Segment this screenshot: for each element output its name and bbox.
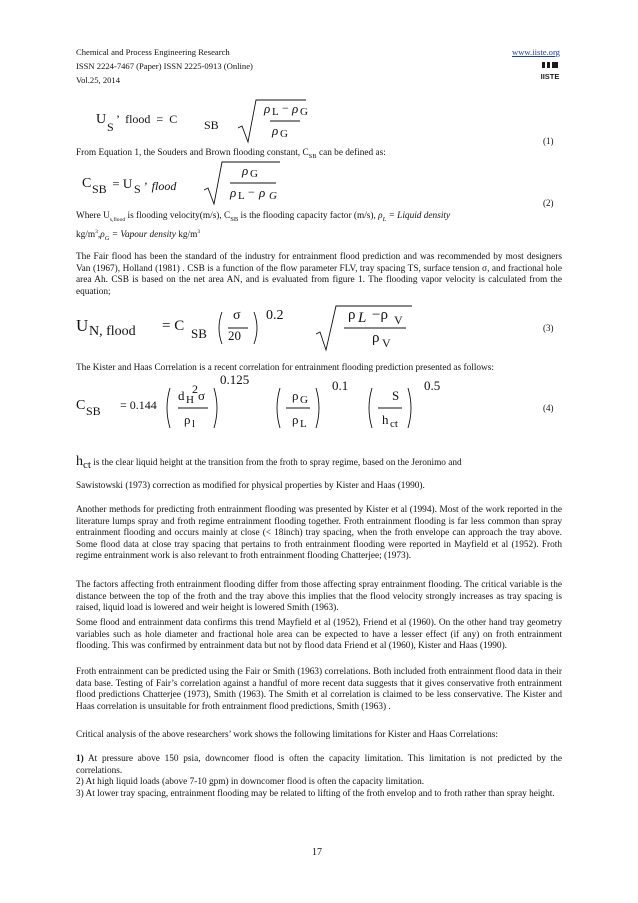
equation-4: C SB = 0.144 d H 2 σ ρ l 0.125 ρ G ρ L 0.1 S h ct 0.5 — [76, 372, 556, 434]
parentheses-group — [164, 386, 464, 430]
equation-3: U N, flood = C SB σ 20 0.2 ρ L −ρ V ρ V — [76, 304, 556, 354]
list-item: 3) At lower tray spacing, entrainment flooding may be related to lifting of the froth envelop and to froth rather than spray height. — [76, 788, 555, 799]
equation-2-intro: From Equation 1, the Souders and Brown flooding constant, $C_{SB}$ can be defined as: — [76, 148, 386, 160]
hct-definition-line2: Sawistowski (1973) correction as modified for physical properties by Kister and Haas (1990). — [76, 481, 425, 491]
logo-text: IISTE — [540, 72, 560, 81]
paragraph-factors: The factors affecting froth entrainment flooding differ from those affecting spray entrainment flooding. The critical variable is the distance between the top of the froth and the tray above this implies that the flood velocity strongly increases as tray spacing is raised, liquid load is lowered and weir height is lowered Smith (1963). — [76, 580, 562, 614]
variable-definitions: Where $U_{s,flood}$ is flooding velocity(m/s), $C_{SB}$ is the flooding capacity factor (m/s), $\rho_L$ = Liquid density $kg/m^3,\rho_G$ = Vapour density $kg/m^3$ — [76, 211, 451, 242]
equation-1: U S ’ flood = C SB ρ L − ρ G ρ G — [96, 98, 556, 150]
paragraph-flood-data: Some flood and entrainment data confirms this trend Mayfield et al (1952), Friend et al (1960). On the other hand tray geometry variables such as hole diameter and fractional hole area can be expected to have a lesser effect (if any) on froth entrainment flooding. This was confirmed by entrainment data but not by flood data Friend et al (1960), Kister and Haas (1990). — [76, 618, 562, 652]
equation-2-number: (2) — [543, 198, 554, 208]
equation-3-number: (3) — [543, 323, 554, 333]
paragraph-critical-analysis: Critical analysis of the above researchers’ work shows the following limitations for Kister and Haas Correlations: — [76, 730, 498, 740]
journal-title: Chemical and Process Engineering Research — [76, 47, 230, 57]
paragraph-kister-haas: The Kister and Haas Correlation is a recent correlation for entrainment flooding prediction presented as follows: — [76, 363, 494, 373]
list-item: 1) At pressure above 150 psia, downcomer flood is often the capacity limitation. This limitation is not predicted by the correlations. — [76, 754, 562, 776]
list-item: 2) At high liquid loads (above 7-10 gpm) in downcomer flood is often the capacity limitation. — [76, 777, 425, 788]
hct-definition: hct is the clear liquid height at the transition from the froth to spray regime, based on the Jeronimo and — [76, 454, 462, 471]
journal-url-link[interactable]: www.iiste.org — [512, 47, 560, 57]
equation-1-number: (1) — [543, 136, 554, 146]
issn-line: ISSN 2224-7467 (Paper) ISSN 2225-0913 (Online) — [76, 61, 253, 71]
paragraph-froth-prediction: Froth entrainment can be predicted using the Fair or Smith (1963) correlations. Both included froth entrainment flood data in their data base. Testing of Fair’s correlation against a handful of more recent data suggests that it gives conservative froth entrainment flood predictions Chatterjee (1973), Smith (1963). The Smith et al correlation is claimed to be less conservative. The Kister and Haas correlation is unsuitable for froth entrainment flood predictions, Smith (1963) . — [76, 667, 562, 712]
equation-4-number: (4) — [543, 403, 554, 413]
page-number: 17 — [312, 847, 322, 858]
volume-line: Vol.25, 2014 — [76, 75, 121, 85]
paragraph-fair-flood: The Fair flood has been the standard of the industry for entrainment flood prediction and was recommended by most designers Van (1967), Holland (1981) . CSB is a function of the flow parameter FLV, tray spacing TS, surface tension σ, and fractional hole area Ah. CSB is based on the net area AN, and is evaluated from figure 1. The flooding vapor velocity is calculated from the equation; — [76, 252, 562, 297]
paragraph-other-methods: Another methods for predicting froth entrainment flooding was presented by Kister et al (1994). Most of the work reported in the literature lumps spray and froth regime entrainment flooding together. Froth entrainment flooding is far less common than spray entrainment flooding and occurs mainly at close (< 18inch) tray spacing, when the froth envelope can approach the tray above. Some flood data at close tray spacing that pertains to froth entrainment flooding were reported in Mayfield et al (1952). Froth regime entrainment work is also relevant to froth entrainment flooding Chatterjee; (1973). — [76, 505, 562, 562]
limitation-list — [76, 754, 562, 800]
equation-2: C SB = U S ’ flood ρ G ρ L − ρ G — [82, 160, 552, 210]
iiste-logo — [539, 60, 561, 82]
